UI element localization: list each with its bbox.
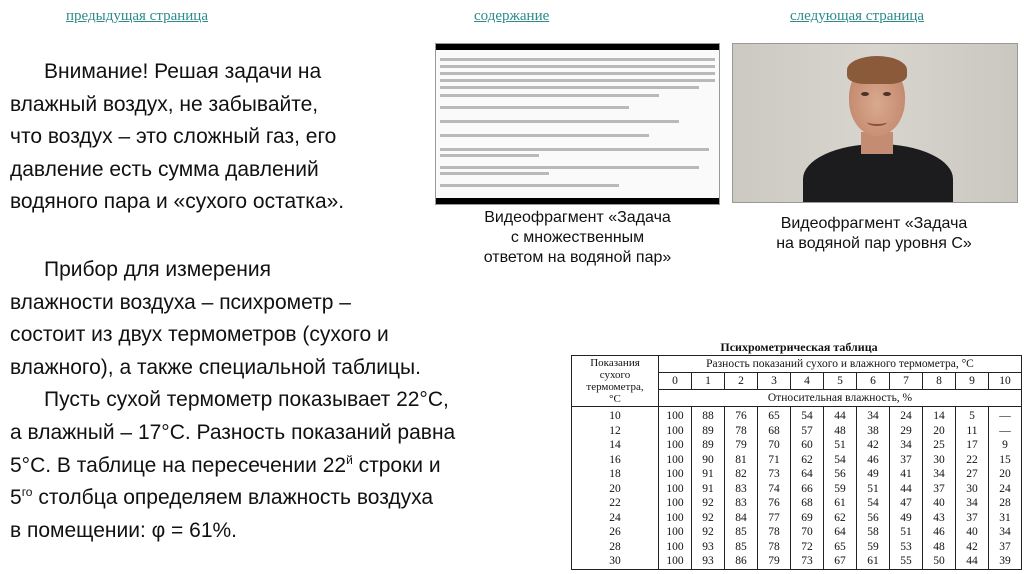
psychrometric-table [571,355,1022,570]
text-line: $5^{го}$ столбца определяем влажность воздуха [10,485,434,510]
humidity-cell: 44 [900,482,912,495]
humidity-cell: 88 [702,410,714,422]
humidity-cell: 20 [933,424,945,437]
humidity-cell: 39 [999,555,1011,567]
text-line: Пусть сухой термометр показывает 22°С, [44,388,449,412]
video2-caption: Видеофрагмент «Задача на водяной пар уровня С» [776,215,972,252]
humidity-cell: 100 [666,526,684,538]
humidity-cell: 100 [666,410,684,422]
humidity-cell: 67 [834,555,846,567]
humidity-column [956,407,989,570]
humidity-cell: 72 [801,540,813,553]
humidity-cell: 31 [999,511,1011,524]
humidity-cell: 9 [1002,439,1008,451]
video1-caption: Видеофрагмент «Задача с множественным ответом на водяной пар» [483,209,672,266]
humidity-cell: 42 [867,439,879,451]
column-header: 10 [989,373,1022,390]
humidity-cell: 25 [933,439,945,451]
humidity-cell: 58 [867,526,879,538]
humidity-cell: — [999,424,1011,437]
presenter-portrait [733,44,1017,202]
humidity-cell: 78 [735,424,747,437]
column-header: 2 [725,373,758,390]
humidity-cell: 68 [768,424,780,437]
humidity-cell: 43 [933,511,945,524]
text-line: в помещении: φ = 61%. [10,518,238,542]
document-preview [436,44,719,204]
text-line: Прибор для измерения [44,258,271,281]
humidity-column [824,407,857,570]
humidity-cell: 46 [933,526,945,538]
humidity-cell: 100 [666,540,684,553]
humidity-cell: 47 [900,497,912,509]
video-multiple-choice[interactable] [435,43,720,205]
humidity-cell: 69 [801,511,813,524]
document-page [436,50,719,198]
humidity-cell: 40 [933,497,945,509]
humidity-cell: 53 [900,540,912,553]
humidity-cell: 82 [735,468,747,480]
humidity-cell: 71 [768,453,780,466]
humidity-cell: 57 [801,424,813,437]
humidity-cell: 14 [933,410,945,422]
humidity-cell: 81 [735,453,747,466]
humidity-cell: 30 [933,453,945,466]
humidity-cell: 37 [933,482,945,495]
humidity-cell: 89 [702,424,714,437]
humidity-cell: 29 [900,424,912,437]
humidity-cell: 54 [801,410,813,422]
humidity-cell: 65 [834,540,846,553]
text-line: давление есть сумма давлений [10,157,319,181]
humidity-cell: 64 [834,526,846,538]
humidity-cell: 49 [867,468,879,480]
humidity-cell: 100 [666,424,684,437]
humidity-column [692,407,725,570]
humidity-cell: 83 [735,482,747,495]
humidity-cell: 61 [834,497,846,509]
humidity-cell: 37 [900,453,912,466]
column-header: 8 [923,373,956,390]
text-line: влажный воздух, не забывайте, [10,92,319,116]
temperature-cell: 20 [609,482,621,495]
humidity-column [923,407,956,570]
column-header: 6 [857,373,890,390]
column-header: 3 [758,373,791,390]
humidity-cell: 92 [702,497,714,509]
humidity-cell: 78 [768,540,780,553]
humidity-cell: 28 [999,497,1011,509]
temperature-cell: 18 [609,468,621,480]
next-page-link[interactable]: следующая страница [790,8,925,24]
humidity-cell: 55 [900,555,912,567]
humidity-cell: 70 [768,439,780,451]
humidity-cell: 100 [666,439,684,451]
humidity-column [659,407,692,570]
humidity-cell: 54 [834,453,846,466]
humidity-column [857,407,890,570]
humidity-cell: 56 [867,511,879,524]
humidity-cell: 84 [735,511,747,524]
humidity-cell: 24 [999,482,1011,495]
temperature-cell: 28 [609,540,621,553]
humidity-column [758,407,791,570]
humidity-cell: 62 [834,511,846,524]
temperature-cell: 30 [609,555,621,567]
humidity-cell: 5 [969,410,975,422]
temperature-cell: 12 [609,424,621,437]
humidity-cell: 68 [801,497,813,509]
humidity-cell: 59 [867,540,879,553]
column-header: 9 [956,373,989,390]
humidity-cell: 51 [867,482,879,495]
text-line: Внимание! Решая задачи на [44,60,322,83]
humidity-cell: 93 [702,540,714,553]
temperature-cell: 22 [609,497,621,509]
humidity-cell: 20 [999,468,1011,480]
table-title: Психрометрическая таблица [720,340,878,354]
humidity-cell: 79 [735,439,747,451]
humidity-cell: 48 [834,424,846,437]
humidity-cell: 76 [735,410,747,422]
humidity-cell: 83 [735,497,747,509]
humidity-cell: 77 [768,511,780,524]
humidity-cell: 51 [834,439,846,451]
humidity-cell: 100 [666,497,684,509]
text-line: а влажный – 17°С. Разность показаний равна [10,420,456,444]
humidity-cell: 38 [867,424,879,437]
humidity-column [890,407,923,570]
temperature-cell: 10 [609,410,621,422]
humidity-cell: 66 [801,482,813,495]
humidity-cell: 41 [900,468,912,480]
humidity-cell: 100 [666,511,684,524]
humidity-cell: 76 [768,497,780,509]
humidity-cell: 34 [999,526,1011,538]
humidity-cell: 51 [900,526,912,538]
text-line: влажности воздуха – психрометр – [10,290,351,314]
video-water-vapor-level-c[interactable] [732,43,1018,203]
humidity-cell: 44 [966,555,978,567]
humidity-cell: 27 [966,468,978,480]
prev-page-link[interactable]: предыдущая страница [66,8,208,24]
humidity-header: Относительная влажность, % [659,390,1022,407]
psychrometer-paragraph [10,254,455,547]
humidity-cell: 15 [999,453,1011,466]
humidity-cell: 34 [966,497,978,509]
humidity-cell: 50 [933,555,945,567]
humidity-cell: 100 [666,453,684,466]
humidity-cell: 34 [933,468,945,480]
humidity-cell: 60 [801,439,813,451]
column-header: 4 [791,373,824,390]
humidity-cell: 48 [933,540,945,553]
humidity-cell: 30 [966,482,978,495]
humidity-cell: 91 [702,468,714,480]
humidity-cell: 85 [735,540,747,553]
column-header: 5 [824,373,857,390]
column-header: 0 [659,373,692,390]
humidity-cell: 73 [801,555,813,567]
humidity-cell: 34 [867,410,879,422]
humidity-cell: 61 [867,555,879,567]
text-line: водяного пара и «сухого остатка». [10,190,345,214]
humidity-cell: 74 [768,482,780,495]
humidity-cell: 37 [966,511,978,524]
humidity-cell: 90 [702,453,714,466]
humidity-cell: 93 [702,555,714,567]
humidity-cell: 56 [834,468,846,480]
temperature-cell: 14 [609,439,621,451]
text-line: влажного), а также специальной таблицы. [10,355,421,379]
humidity-cell: 44 [834,410,846,422]
humidity-cell: — [999,410,1011,422]
temperature-cell: 24 [609,511,621,524]
diff-header: Разность показаний сухого и влажного термометра, °С [659,356,1022,373]
text-line: состоит из двух термометров (сухого и [10,323,389,347]
humidity-cell: 89 [702,439,714,451]
temperature-column [572,407,659,570]
humidity-cell: 34 [900,439,912,451]
humidity-cell: 100 [666,555,684,567]
humidity-cell: 73 [768,468,780,480]
humidity-cell: 86 [735,555,747,567]
humidity-cell: 37 [999,540,1011,553]
humidity-cell: 49 [900,511,912,524]
humidity-cell: 54 [867,497,879,509]
temperature-cell: 26 [609,526,621,538]
humidity-cell: 40 [966,526,978,538]
text-line: что воздух – это сложный газ, его [10,125,337,149]
humidity-cell: 92 [702,526,714,538]
column-header: 7 [890,373,923,390]
humidity-cell: 65 [768,410,780,422]
column-header: 1 [692,373,725,390]
temperature-cell: 16 [609,453,621,466]
humidity-column [791,407,824,570]
humidity-cell: 92 [702,511,714,524]
text-line: 5°С. В таблице на пересечении $22^й$ строки и [10,452,441,477]
humidity-cell: 85 [735,526,747,538]
humidity-cell: 46 [867,453,879,466]
humidity-cell: 64 [801,468,813,480]
humidity-cell: 59 [834,482,846,495]
humidity-cell: 91 [702,482,714,495]
humidity-cell: 70 [801,526,813,538]
humidity-cell: 62 [801,453,813,466]
humidity-cell: 24 [900,410,912,422]
humidity-cell: 78 [768,526,780,538]
humidity-cell: 100 [666,482,684,495]
humidity-column [725,407,758,570]
humidity-cell: 17 [966,439,978,451]
row-header: Показания сухого термометра, °С [572,356,659,407]
contents-link[interactable]: содержание [474,8,550,24]
humidity-cell: 42 [966,540,978,553]
humidity-cell: 79 [768,555,780,567]
humidity-column [989,407,1022,570]
humidity-cell: 11 [966,424,978,437]
humidity-cell: 22 [966,453,978,466]
warning-paragraph [10,56,344,219]
humidity-cell: 100 [666,468,684,480]
